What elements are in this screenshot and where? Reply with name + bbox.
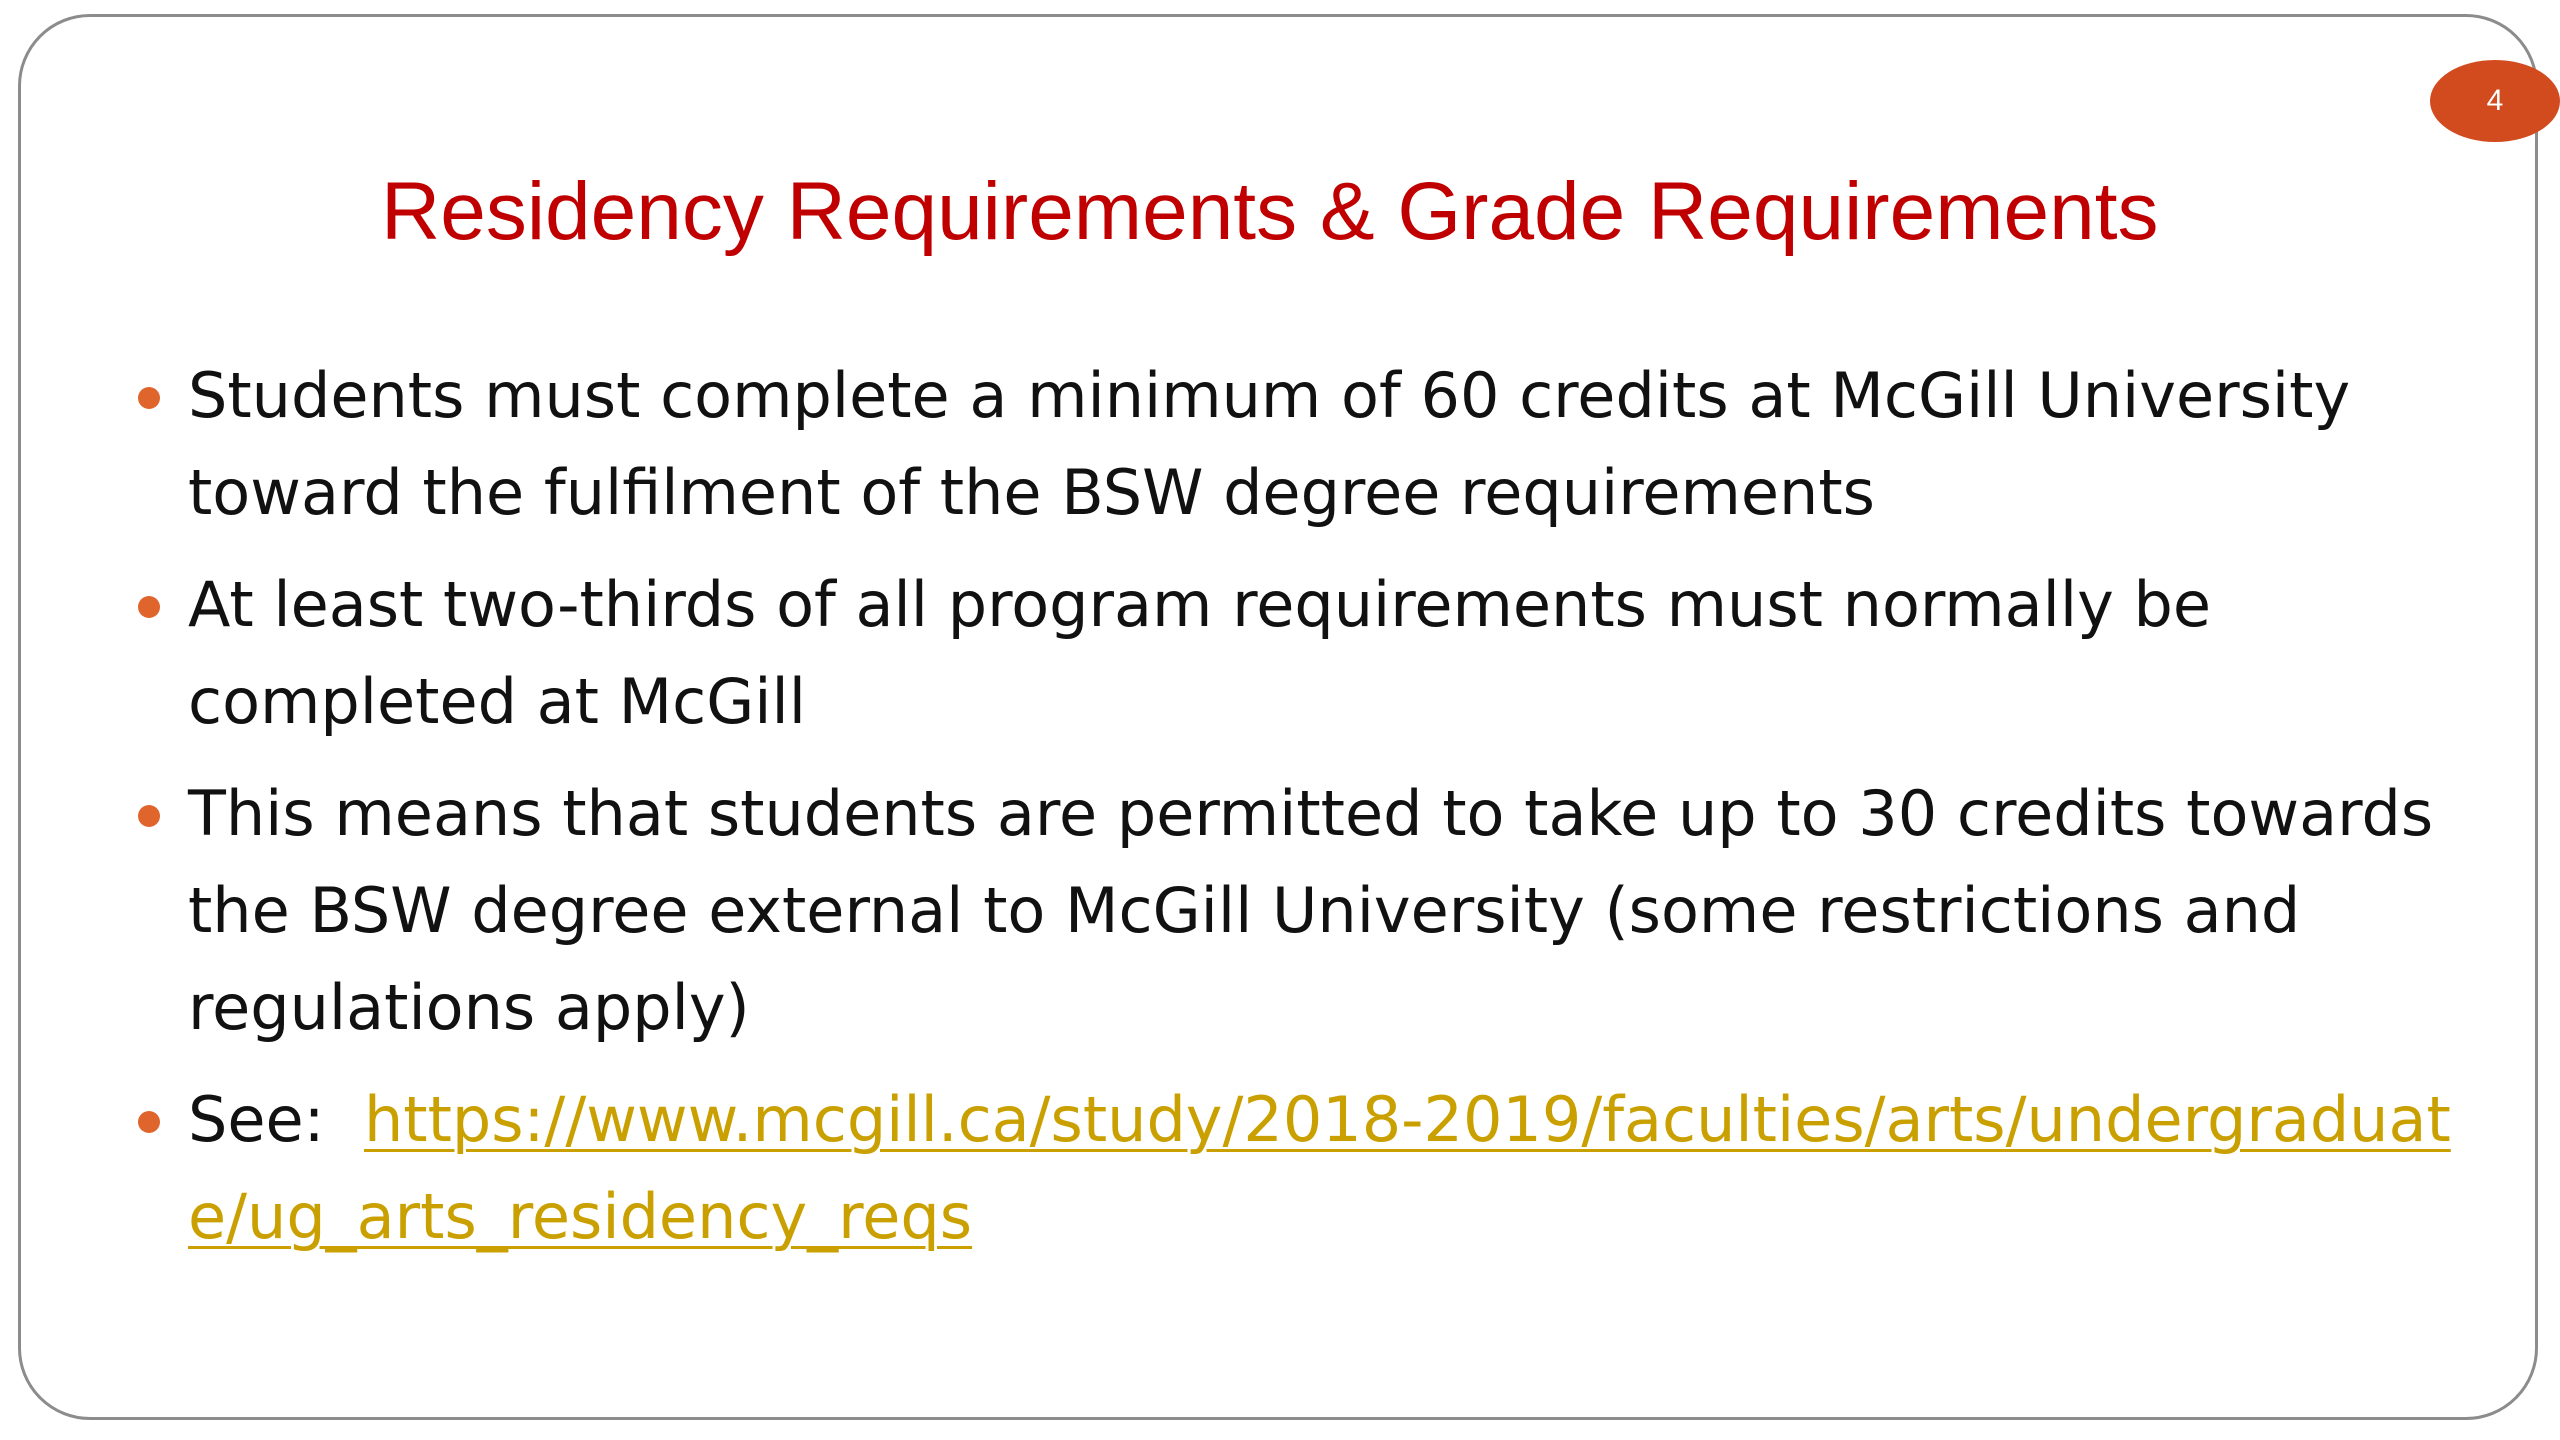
bullet-text: This means that students are permitted to take up to 30 credits towards the BSW degree external to McGill University (some restrictions and regulations apply) xyxy=(188,777,2434,1044)
bullet-item xyxy=(131,556,2451,750)
bullet-text: At least two-thirds of all program requirements must normally be completed at McGill xyxy=(188,568,2212,738)
bullet-dot-icon xyxy=(138,1111,160,1133)
bullet-item xyxy=(131,765,2451,1056)
bullet-list xyxy=(131,347,2451,1280)
bullet-dot-icon xyxy=(138,596,160,618)
slide xyxy=(18,14,2538,1420)
residency-requirements-link[interactable]: https://www.mcgill.ca/study/2018-2019/faculties/arts/undergraduate/ug_arts_residency_reqs xyxy=(188,1083,2451,1253)
bullet-text: Students must complete a minimum of 60 credits at McGill University toward the fulfilment of the BSW degree requirements xyxy=(188,359,2351,529)
bullet-item-see xyxy=(131,1071,2451,1265)
bullet-dot-icon xyxy=(138,805,160,827)
bullet-item xyxy=(131,347,2451,541)
bullet-dot-icon xyxy=(138,387,160,409)
slide-title: Residency Requirements & Grade Requirements xyxy=(381,166,2159,257)
see-label: See: xyxy=(188,1083,325,1156)
page-number-badge: 4 xyxy=(2430,60,2560,142)
